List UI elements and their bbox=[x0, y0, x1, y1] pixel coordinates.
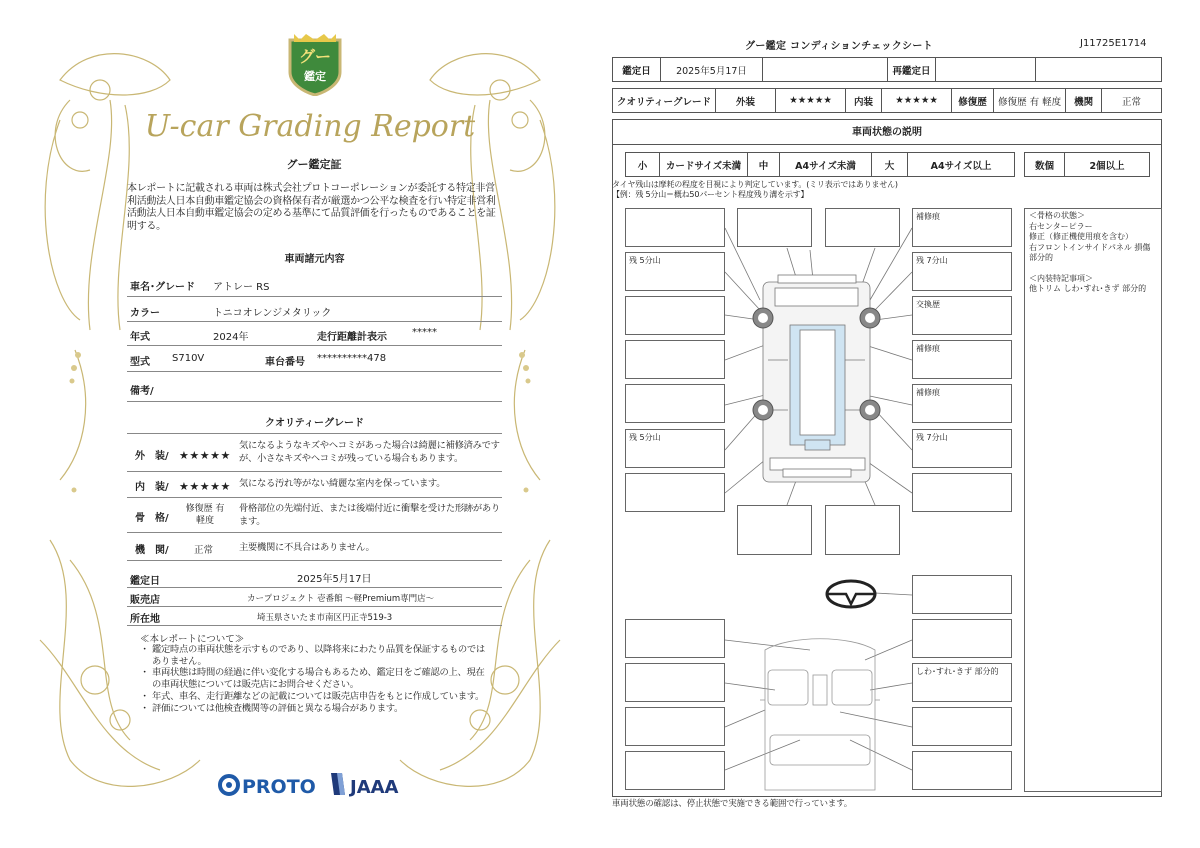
notice-item: ・ 車両状態は時間の経過に伴い変化する場合もあるため、鑑定日をご確認の上、現在の車両状態については販売店にお問合せください。 bbox=[140, 667, 490, 690]
spec-row-year bbox=[127, 322, 502, 346]
spec-remarks-label: 備考/ bbox=[130, 386, 154, 397]
right-replaced-mark: 交換歴 bbox=[916, 300, 940, 309]
mark-box-top-1 bbox=[737, 208, 812, 247]
goo-appraisal-badge bbox=[286, 32, 344, 96]
engine-value: 正常 bbox=[1102, 89, 1162, 113]
size-mid-desc: A4サイズ未満 bbox=[780, 153, 872, 177]
mark-box-left-5 bbox=[625, 384, 725, 423]
mark-box-interior-left-2 bbox=[625, 663, 725, 702]
mark-box-right-3 bbox=[912, 296, 1012, 335]
svg-text:PROTO: PROTO bbox=[242, 776, 316, 798]
right-repair-mark-3: 補修痕 bbox=[916, 388, 940, 397]
repair-label: 修復歴 bbox=[952, 89, 994, 113]
interior-notes-line: 他トリム しわ･すれ･きず 部分的 bbox=[1029, 284, 1147, 293]
notice-item: ・ 評価については他検査機関等の評価と異なる場合があります。 bbox=[140, 703, 490, 715]
count-label: 数個 bbox=[1025, 153, 1065, 177]
left-front-tire-mark: 残 5分山 bbox=[629, 256, 661, 265]
grade-frame-label: 骨 格/ bbox=[135, 513, 169, 524]
mark-box-interior-right-3 bbox=[912, 707, 1012, 746]
right-repair-mark-1: 補修痕 bbox=[916, 212, 940, 221]
notice-item: ・ 鑑定時点の車両状態を示すものであり、以降将来にわたり品質を保証するものではありません。 bbox=[140, 644, 490, 667]
spec-row-color bbox=[127, 297, 502, 322]
mark-box-bottom-2 bbox=[825, 505, 900, 555]
mark-box-left-3 bbox=[625, 296, 725, 335]
mark-box-interior-right-4 bbox=[912, 751, 1012, 790]
mark-box-left-4 bbox=[625, 340, 725, 379]
tire-note-line-2: 【例：残 5分山＝概ね50パーセント程度残り溝を示す】 bbox=[612, 190, 809, 199]
mark-box-bottom-1 bbox=[737, 505, 812, 555]
tire-note-line-1: タイヤ残山は摩耗の程度を目視により判定しています。(ミリ表示ではありません) bbox=[612, 180, 898, 189]
grade-row-frame bbox=[127, 498, 502, 533]
spec-name-label: 車名･グレード bbox=[130, 282, 195, 293]
size-small-desc: カードサイズ未満 bbox=[660, 153, 748, 177]
count-value: 2個以上 bbox=[1065, 153, 1150, 177]
right-front-tire-mark: 残 7分山 bbox=[916, 256, 948, 265]
mark-box-left-7 bbox=[625, 473, 725, 512]
mark-box-left-rear-tire bbox=[625, 429, 725, 468]
grade-row-exterior bbox=[127, 436, 502, 472]
size-large-desc: A4サイズ以上 bbox=[908, 153, 1015, 177]
interior-label: 内装 bbox=[846, 89, 882, 113]
frame-status-heading: ＜骨格の状態＞ bbox=[1029, 211, 1085, 220]
badge-text-bottom: 鑑定 bbox=[304, 70, 326, 83]
address-value: 埼玉県さいたま市南区円正寺519-3 bbox=[257, 613, 393, 623]
spec-chassis-label: 車台番号 bbox=[265, 357, 305, 368]
frame-status-line: 部分的 bbox=[1029, 253, 1053, 262]
exterior-label: 外装 bbox=[716, 89, 776, 113]
appraisal-label: 鑑定日 bbox=[613, 58, 661, 82]
spec-model-label: 型式 bbox=[130, 357, 150, 368]
mark-box-right-4 bbox=[912, 340, 1012, 379]
mark-box-steering bbox=[912, 575, 1012, 614]
grade-interior-label: 内 装/ bbox=[135, 482, 169, 493]
size-large-label: 大 bbox=[872, 153, 908, 177]
spec-mileage-label: 走行距離計表示 bbox=[317, 332, 387, 343]
appraisal-date-value: 2025年5月17日 bbox=[297, 574, 372, 585]
frame-status-line: 右センターピラー bbox=[1029, 221, 1093, 231]
address-label: 所在地 bbox=[130, 614, 160, 625]
address-row bbox=[127, 607, 502, 626]
mark-box-right-1 bbox=[912, 208, 1012, 247]
size-small-label: 小 bbox=[626, 153, 660, 177]
interior-value: ★★★★★ bbox=[882, 89, 952, 113]
spec-chassis-value: **********478 bbox=[317, 353, 387, 364]
grade-interior-stars: ★★★★★ bbox=[179, 480, 231, 493]
mark-box-top-2 bbox=[825, 208, 900, 247]
report-title bbox=[145, 100, 475, 150]
quality-label: クオリティーグレード bbox=[613, 89, 716, 113]
grade-engine-label: 機 関/ bbox=[135, 545, 169, 556]
sheet-id: J11725E1714 bbox=[1080, 38, 1147, 49]
exterior-value: ★★★★★ bbox=[776, 89, 846, 113]
certificate-title: グー鑑定証 bbox=[286, 158, 342, 171]
grade-interior-desc: 気になる汚れ等がない綺麗な室内を保っています。 bbox=[239, 478, 446, 489]
dealer-value: カープロジェクト 壱番館 ～軽Premium専門店～ bbox=[247, 594, 435, 604]
spec-row-remarks bbox=[127, 372, 502, 402]
grade-exterior-stars: ★★★★★ bbox=[179, 449, 231, 462]
condition-check-sheet bbox=[600, 0, 1200, 848]
quality-divider bbox=[127, 424, 502, 434]
spec-year-value: 2024年 bbox=[213, 332, 249, 343]
notice-list bbox=[140, 644, 490, 714]
appraisal-date-row bbox=[127, 566, 502, 588]
left-rear-tire-mark: 残 5分山 bbox=[629, 433, 661, 442]
mark-box-right-front-tire bbox=[912, 252, 1012, 291]
mark-box-interior-left-1 bbox=[625, 619, 725, 658]
grade-exterior-desc: 気になるようなキズやヘコミがあった場合は綺麗に補修済みですが、小さなキズやヘコミが残っている場合もあります。 bbox=[239, 440, 500, 464]
grade-engine-value: 正常 bbox=[194, 545, 214, 556]
mark-box-interior-left-4 bbox=[625, 751, 725, 790]
spec-color-label: カラー bbox=[130, 308, 160, 319]
interior-notes-heading: ＜内装特記事項＞ bbox=[1029, 273, 1093, 283]
certificate-statement: 本レポートに記載される車両は株式会社プロトコーポレーションが委託する特定非営利活動法人日本自動車鑑定協会の資格保有者が厳選かつ公平な検査を行い特定非営利活動法人日本自動車鑑定協会の定める基準にて品質評価を行ったものであることを証明する。 bbox=[127, 183, 496, 232]
notice-item: ・ 年式、車名、走行距離などの記載については販売店申告をもとに作成しています。 bbox=[140, 691, 490, 703]
frame-status-line: 修正（修正機使用痕を含む） bbox=[1029, 232, 1133, 241]
dealer-row bbox=[127, 588, 502, 607]
interior-mark: しわ･すれ･きず 部分的 bbox=[916, 667, 999, 676]
sheet-footer-note: 車両状態の確認は、停止状態で実施できる範囲で行っています。 bbox=[612, 799, 853, 809]
mark-box-right-5 bbox=[912, 384, 1012, 423]
jaaa-logo bbox=[328, 769, 408, 799]
mark-box-right-7 bbox=[912, 473, 1012, 512]
spec-color-value: トニコオレンジメタリック bbox=[213, 308, 332, 319]
engine-label: 機関 bbox=[1066, 89, 1102, 113]
dealer-label: 販売店 bbox=[130, 595, 160, 606]
right-rear-tire-mark: 残 7分山 bbox=[916, 433, 948, 442]
condition-description-title: 車両状態の説明 bbox=[613, 120, 1161, 145]
spec-row-name bbox=[127, 272, 502, 297]
mark-box-left-front-tire bbox=[625, 252, 725, 291]
proto-logo bbox=[218, 771, 318, 799]
quality-section-title: クオリティーグレード bbox=[265, 418, 364, 429]
mark-box-interior-right-1 bbox=[912, 619, 1012, 658]
appraisal-date-label: 鑑定日 bbox=[130, 576, 160, 587]
remarks-panel bbox=[1024, 208, 1162, 792]
mark-box-interior-left-3 bbox=[625, 707, 725, 746]
grade-exterior-label: 外 装/ bbox=[135, 451, 169, 462]
spec-mileage-value: ***** bbox=[412, 327, 437, 338]
grade-row-engine bbox=[127, 533, 502, 561]
spec-name-value: アトレー RS bbox=[213, 282, 270, 293]
badge-text-top: グー bbox=[298, 47, 332, 66]
sheet-title: グー鑑定 コンディションチェックシート bbox=[745, 41, 933, 52]
reappraisal-label: 再鑑定日 bbox=[888, 58, 936, 82]
grade-row-interior bbox=[127, 472, 502, 498]
notice-heading: ≪本レポートについて≫ bbox=[140, 634, 245, 645]
mark-box-left-1 bbox=[625, 208, 725, 247]
frame-status-line: 右フロントインサイドパネル 損傷 bbox=[1029, 242, 1151, 252]
svg-text:U-car Grading Report: U-car Grading Report bbox=[145, 109, 475, 144]
repair-value: 修復歴 有 軽度 bbox=[994, 89, 1066, 113]
appraisal-value: 2025年5月17日 bbox=[661, 58, 763, 82]
spec-model-value: S710V bbox=[172, 353, 205, 364]
spec-row-model bbox=[127, 346, 502, 372]
mark-box-right-rear-tire bbox=[912, 429, 1012, 468]
grade-engine-desc: 主要機関に不具合はありません。 bbox=[239, 542, 375, 553]
size-mid-label: 中 bbox=[748, 153, 780, 177]
right-repair-mark-2: 補修痕 bbox=[916, 344, 940, 353]
mark-box-interior-right-2 bbox=[912, 663, 1012, 702]
spec-year-label: 年式 bbox=[130, 332, 150, 343]
svg-text:JAAA: JAAA bbox=[350, 777, 399, 798]
grade-frame-desc: 骨格部位の先端付近、または後端付近に衝撃を受けた形跡があります。 bbox=[239, 503, 500, 527]
grade-frame-value: 修復歴 有 軽度 bbox=[185, 504, 225, 526]
specs-section-title: 車両諸元内容 bbox=[284, 254, 345, 265]
